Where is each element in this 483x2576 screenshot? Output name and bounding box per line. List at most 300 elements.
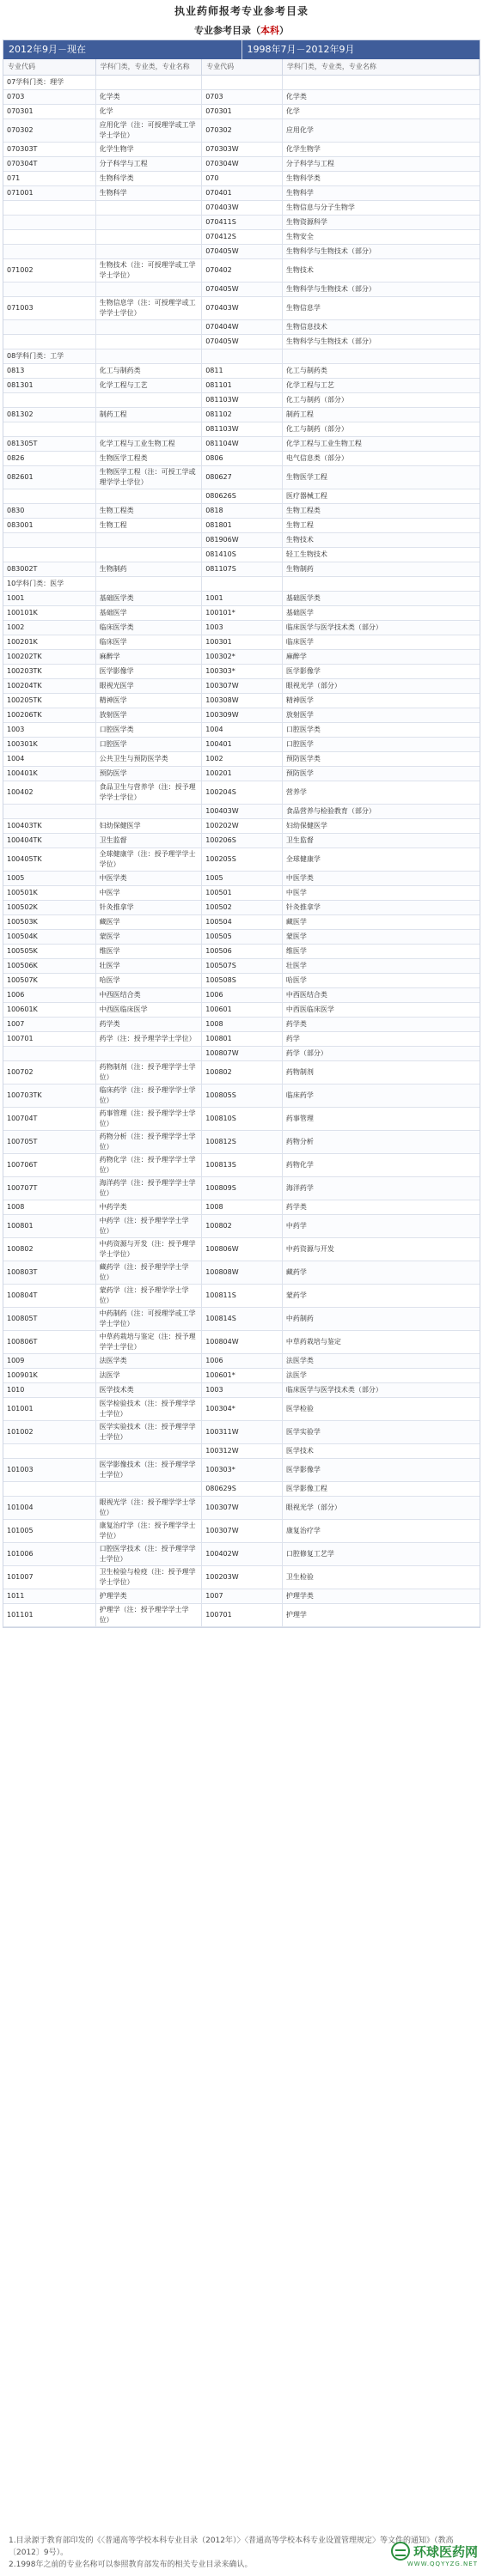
- table-row: [3, 1369, 480, 1383]
- table-row: [3, 635, 480, 650]
- cell-code-old: 081410S: [202, 548, 283, 562]
- table-row: [3, 1482, 480, 1497]
- cell-code-new: [3, 489, 96, 504]
- cell-code-old: 1005: [202, 872, 283, 886]
- cell-code-new: 101101: [3, 1604, 96, 1627]
- cell-name-old: 分子科学与工程: [283, 157, 480, 172]
- cell-code-new: 070301: [3, 105, 96, 119]
- cell-name-new: 应用化学（注：可授理学或工学学士学位）: [96, 119, 203, 143]
- cell-code-old: 100802: [202, 1215, 283, 1238]
- subtitle-accent: 本科: [260, 25, 279, 36]
- cell-name-new: [96, 283, 203, 297]
- cell-name-old: 预防医学类: [283, 752, 480, 767]
- cell-code-new: 0813: [3, 364, 96, 379]
- table-row: [3, 752, 480, 767]
- table-row: [3, 349, 480, 364]
- cell-code-old: 070404W: [202, 320, 283, 335]
- page-title: 执业药师报考专业参考目录: [174, 5, 309, 17]
- cell-name-old: 化工与制药（部分）: [283, 422, 480, 437]
- cell-code-old: 100402W: [202, 1543, 283, 1566]
- table-row: [3, 533, 480, 548]
- cell-code-new: 100405TK: [3, 848, 96, 872]
- header-code-new: 专业代码: [3, 59, 96, 76]
- cell-code-old: [202, 577, 283, 592]
- cell-name-new: 眼视光学（注：授予理学学士学位）: [96, 1497, 203, 1520]
- cell-code-old: 100811S: [202, 1285, 283, 1308]
- cell-code-old: 100101*: [202, 606, 283, 621]
- cell-name-new: 生物制药: [96, 562, 203, 577]
- cell-name-old: 生物工程: [283, 519, 480, 533]
- cell-code-old: 100801: [202, 1032, 283, 1047]
- cell-code-old: [202, 349, 283, 364]
- cell-name-new: 蒙药学（注：授予理学学士学位）: [96, 1285, 203, 1308]
- table-row: [3, 297, 480, 320]
- cell-name-new: 麻醉学: [96, 650, 203, 665]
- cell-code-old: 070303W: [202, 143, 283, 157]
- cell-code-new: [3, 805, 96, 819]
- cell-name-old: 化工与制药（部分）: [283, 393, 480, 408]
- table-row: [3, 90, 480, 105]
- cell-code-old: 1006: [202, 1354, 283, 1369]
- cell-name-new: 藏药学（注：授予理学学士学位）: [96, 1261, 203, 1285]
- cell-name-new: 化学工程与工业生物工程: [96, 437, 203, 452]
- cell-name-old: 生物科学类: [283, 172, 480, 186]
- cell-code-new: [3, 201, 96, 216]
- table-row: [3, 915, 480, 930]
- cell-name-new: [96, 577, 203, 592]
- cell-code-new: 100507K: [3, 974, 96, 988]
- cell-code-new: [3, 216, 96, 230]
- cell-code-new: 101005: [3, 1520, 96, 1543]
- cell-name-old: 中西医临床医学: [283, 1003, 480, 1018]
- cell-name-new: 生物科学: [96, 186, 203, 201]
- cell-code-old: 100201: [202, 767, 283, 781]
- cell-name-new: 基础医学类: [96, 592, 203, 606]
- cell-code-old: 1007: [202, 1589, 283, 1604]
- table-row: [3, 1200, 480, 1215]
- cell-name-old: 医学影像学: [283, 665, 480, 679]
- cell-name-old: 维医学: [283, 945, 480, 959]
- cell-name-new: 妇幼保健医学: [96, 819, 203, 834]
- cell-name-new: 护理学（注：授予理学学士学位）: [96, 1604, 203, 1627]
- cell-code-new: 1006: [3, 988, 96, 1003]
- table-row: [3, 1261, 480, 1285]
- cell-code-new: 100401K: [3, 767, 96, 781]
- cell-code-old: 100802: [202, 1061, 283, 1084]
- table-row: [3, 901, 480, 915]
- cell-name-new: 制药工程: [96, 408, 203, 422]
- cell-code-new: 0703: [3, 90, 96, 105]
- cell-name-old: 化学类: [283, 90, 480, 105]
- cell-name-old: 生物科学与生物技术（部分）: [283, 283, 480, 297]
- cell-name-old: 食品营养与检验教育（部分）: [283, 805, 480, 819]
- cell-name-old: 卫生监督: [283, 834, 480, 848]
- cell-name-new: 生物信息学（注：可授理学或工学学士学位）: [96, 297, 203, 320]
- cell-code-old: 100403W: [202, 805, 283, 819]
- cell-name-new: 分子科学与工程: [96, 157, 203, 172]
- footnote: 2.1998年之前的专业名称可以参照教育部发布的相关专业目录来确认。: [9, 2561, 253, 2569]
- cell-code-old: 0703: [202, 90, 283, 105]
- table-row: [3, 1018, 480, 1032]
- table-row: [3, 1331, 480, 1354]
- cell-name-new: 生物技术（注：可授理学或工学学士学位）: [96, 259, 203, 283]
- cell-code-new: 08学科门类：工学: [3, 349, 96, 364]
- cell-code-new: 083001: [3, 519, 96, 533]
- table-row: [3, 259, 480, 283]
- cell-code-old: 100302*: [202, 650, 283, 665]
- cell-name-old: 蒙药学: [283, 1285, 480, 1308]
- cell-name-new: 公共卫生与预防医学类: [96, 752, 203, 767]
- table-row: [3, 1520, 480, 1543]
- cell-code-new: 100703TK: [3, 1084, 96, 1108]
- cell-name-old: [283, 577, 480, 592]
- cell-code-old: 080627: [202, 466, 283, 489]
- cell-name-old: 生物技术: [283, 259, 480, 283]
- cell-code-old: 1008: [202, 1200, 283, 1215]
- cell-name-new: 生物工程: [96, 519, 203, 533]
- table-row: [3, 723, 480, 738]
- cell-code-old: 100507S: [202, 959, 283, 974]
- cell-code-new: 100201K: [3, 635, 96, 650]
- cell-name-new: [96, 349, 203, 364]
- cell-name-old: 护理学: [283, 1604, 480, 1627]
- cell-code-new: 1011: [3, 1589, 96, 1604]
- cell-code-new: 100301K: [3, 738, 96, 752]
- cell-name-old: 生物科学: [283, 186, 480, 201]
- catalog-table: [3, 39, 480, 1628]
- cell-name-new: [96, 548, 203, 562]
- cell-code-new: 101001: [3, 1398, 96, 1421]
- cell-name-new: [96, 201, 203, 216]
- cell-name-new: 中西医结合类: [96, 988, 203, 1003]
- cell-code-old: 1006: [202, 988, 283, 1003]
- cell-name-old: 药学类: [283, 1200, 480, 1215]
- cell-code-old: 070405W: [202, 283, 283, 297]
- cell-code-new: 100404TK: [3, 834, 96, 848]
- table-row: [3, 694, 480, 708]
- table-row: [3, 143, 480, 157]
- table-row: [3, 320, 480, 335]
- cell-name-old: 生物信息技术: [283, 320, 480, 335]
- table-row: [3, 157, 480, 172]
- cell-code-new: 100204TK: [3, 679, 96, 694]
- table-row: [3, 708, 480, 723]
- cell-code-old: 100501: [202, 886, 283, 901]
- cell-code-new: 1007: [3, 1018, 96, 1032]
- cell-name-old: 应用化学: [283, 119, 480, 143]
- cell-code-old: [202, 76, 283, 90]
- cell-name-new: 药学类: [96, 1018, 203, 1032]
- cell-code-old: 100504: [202, 915, 283, 930]
- cell-name-old: 中医学类: [283, 872, 480, 886]
- table-row: [3, 1459, 480, 1482]
- cell-code-old: 081103W: [202, 422, 283, 437]
- cell-name-old: 中西医结合类: [283, 988, 480, 1003]
- table-row: [3, 562, 480, 577]
- cell-code-old: 081102: [202, 408, 283, 422]
- table-row: [3, 548, 480, 562]
- table-row: [3, 606, 480, 621]
- logo-text: 环球医药网: [413, 2543, 478, 2560]
- cell-name-old: 蒙医学: [283, 930, 480, 945]
- cell-name-old: 药物分析: [283, 1131, 480, 1154]
- cell-code-old: 100508S: [202, 974, 283, 988]
- cell-name-new: 精神医学: [96, 694, 203, 708]
- table-row: [3, 283, 480, 297]
- cell-code-new: 100702: [3, 1061, 96, 1084]
- cell-code-old: 070301: [202, 105, 283, 119]
- table-row: [3, 452, 480, 466]
- cell-code-old: 0811: [202, 364, 283, 379]
- table-row: [3, 504, 480, 519]
- cell-name-old: 卫生检验: [283, 1566, 480, 1589]
- cell-name-new: 化学工程与工艺: [96, 379, 203, 393]
- table-row: [3, 886, 480, 901]
- cell-name-new: 口腔医学: [96, 738, 203, 752]
- cell-code-old: 070405W: [202, 245, 283, 259]
- cell-name-new: [96, 489, 203, 504]
- cell-code-old: 081103W: [202, 393, 283, 408]
- cell-code-old: 081101: [202, 379, 283, 393]
- cell-code-old: 100804W: [202, 1331, 283, 1354]
- table-row: [3, 393, 480, 408]
- cell-name-new: 预防医学: [96, 767, 203, 781]
- cell-name-old: 医学实验学: [283, 1421, 480, 1444]
- table-row: [3, 592, 480, 606]
- cell-name-new: [96, 320, 203, 335]
- cell-code-old: 070401: [202, 186, 283, 201]
- table-row: [3, 1285, 480, 1308]
- table-row: [3, 1003, 480, 1018]
- cell-code-new: [3, 283, 96, 297]
- cell-name-old: 药事管理: [283, 1108, 480, 1131]
- cell-name-old: 药物制剂: [283, 1061, 480, 1084]
- cell-code-old: 1002: [202, 752, 283, 767]
- cell-code-old: 100505: [202, 930, 283, 945]
- cell-name-new: 医学检验技术（注：授予理学学士学位）: [96, 1398, 203, 1421]
- table-row: [3, 1032, 480, 1047]
- column-header: [3, 59, 480, 76]
- cell-name-old: 化工与制药类: [283, 364, 480, 379]
- cell-name-new: [96, 335, 203, 349]
- cell-name-new: 药事管理（注：授予理学学士学位）: [96, 1108, 203, 1131]
- cell-name-new: 康复治疗学（注：授予理学学士学位）: [96, 1520, 203, 1543]
- cell-code-new: [3, 335, 96, 349]
- cell-code-old: 070304W: [202, 157, 283, 172]
- cell-code-new: [3, 1444, 96, 1459]
- cell-name-old: 康复治疗学: [283, 1520, 480, 1543]
- era-old: 1998年7月－2012年9月: [242, 40, 480, 59]
- table-row: [3, 621, 480, 635]
- cell-code-old: 100814S: [202, 1308, 283, 1331]
- cell-code-old: 100506: [202, 945, 283, 959]
- table-row: [3, 1308, 480, 1331]
- table-row: [3, 1497, 480, 1520]
- cell-name-new: 护理学类: [96, 1589, 203, 1604]
- table-row: [3, 1589, 480, 1604]
- cell-code-new: 100501K: [3, 886, 96, 901]
- cell-name-old: 基础医学类: [283, 592, 480, 606]
- cell-name-new: 法医学: [96, 1369, 203, 1383]
- cell-name-old: 护理学类: [283, 1589, 480, 1604]
- cell-name-old: 药学: [283, 1032, 480, 1047]
- table-row: [3, 1177, 480, 1200]
- cell-code-new: 100806T: [3, 1331, 96, 1354]
- table-row: [3, 974, 480, 988]
- table-row: [3, 1421, 480, 1444]
- cell-code-new: 100506K: [3, 959, 96, 974]
- cell-name-old: 中药资源与开发: [283, 1238, 480, 1261]
- cell-code-old: 100401: [202, 738, 283, 752]
- cell-name-new: 药物化学（注：授予理学学士学位）: [96, 1154, 203, 1177]
- cell-code-old: 100308W: [202, 694, 283, 708]
- cell-code-new: 100707T: [3, 1177, 96, 1200]
- cell-name-new: [96, 230, 203, 245]
- cell-code-old: 100810S: [202, 1108, 283, 1131]
- table-row: [3, 665, 480, 679]
- table-row: [3, 489, 480, 504]
- cell-code-old: 100809S: [202, 1177, 283, 1200]
- cell-name-new: 基础医学: [96, 606, 203, 621]
- cell-name-new: 中药学类: [96, 1200, 203, 1215]
- table-row: [3, 519, 480, 533]
- cell-name-old: 化学: [283, 105, 480, 119]
- cell-code-new: 0826: [3, 452, 96, 466]
- table-row: [3, 930, 480, 945]
- table-row: [3, 335, 480, 349]
- table-row: [3, 364, 480, 379]
- table-row: [3, 650, 480, 665]
- cell-code-old: 100301: [202, 635, 283, 650]
- cell-name-new: 生物科学类: [96, 172, 203, 186]
- cell-code-old: 0818: [202, 504, 283, 519]
- cell-name-new: [96, 245, 203, 259]
- cell-name-old: 眼视光学（部分）: [283, 679, 480, 694]
- table-row: [3, 76, 480, 90]
- cell-name-old: 化学工程与工艺: [283, 379, 480, 393]
- table-row: [3, 767, 480, 781]
- cell-name-new: [96, 1047, 203, 1061]
- cell-code-old: 080626S: [202, 489, 283, 504]
- page-subtitle: [0, 22, 483, 39]
- cell-code-new: 101002: [3, 1421, 96, 1444]
- cell-name-old: 中医学: [283, 886, 480, 901]
- cell-name-old: 中草药栽培与鉴定: [283, 1331, 480, 1354]
- table-row: [3, 1444, 480, 1459]
- table-row: [3, 959, 480, 974]
- cell-name-old: 基础医学: [283, 606, 480, 621]
- cell-code-new: 1010: [3, 1383, 96, 1398]
- cell-name-old: 营养学: [283, 781, 480, 805]
- cell-code-new: 101003: [3, 1459, 96, 1482]
- cell-code-new: 071002: [3, 259, 96, 283]
- cell-name-new: [96, 533, 203, 548]
- cell-code-old: 070403W: [202, 297, 283, 320]
- era-new: 2012年9月－现在: [9, 44, 86, 55]
- table-row: [3, 201, 480, 216]
- cell-name-old: 全球健康学: [283, 848, 480, 872]
- cell-code-new: 070302: [3, 119, 96, 143]
- subtitle-end: ）: [279, 25, 289, 36]
- cell-name-new: [96, 1444, 203, 1459]
- cell-name-new: 中医学类: [96, 872, 203, 886]
- cell-code-new: 101006: [3, 1543, 96, 1566]
- cell-name-old: [283, 76, 480, 90]
- cell-code-old: 100203W: [202, 1566, 283, 1589]
- table-row: [3, 408, 480, 422]
- cell-name-new: 化学生物学: [96, 143, 203, 157]
- cell-name-old: 医疗器械工程: [283, 489, 480, 504]
- table-row: [3, 1566, 480, 1589]
- table-row: [3, 577, 480, 592]
- cell-code-new: 1003: [3, 723, 96, 738]
- cell-code-new: 1005: [3, 872, 96, 886]
- logo-icon: [391, 2542, 410, 2561]
- cell-name-new: 生物医学工程（注：可授工学或理学学士学位）: [96, 466, 203, 489]
- cell-name-old: 口腔医学: [283, 738, 480, 752]
- watermark-logo: [391, 2542, 478, 2567]
- cell-name-old: 藏医学: [283, 915, 480, 930]
- cell-name-old: 眼视光学（部分）: [283, 1497, 480, 1520]
- cell-name-old: 生物医学工程: [283, 466, 480, 489]
- cell-code-new: 071003: [3, 297, 96, 320]
- table-row: [3, 216, 480, 230]
- cell-name-new: 医学影像学: [96, 665, 203, 679]
- cell-name-new: 壮医学: [96, 959, 203, 974]
- cell-code-old: 100807W: [202, 1047, 283, 1061]
- cell-code-new: 100503K: [3, 915, 96, 930]
- cell-name-old: 法医学类: [283, 1354, 480, 1369]
- cell-name-new: 临床医学类: [96, 621, 203, 635]
- cell-name-new: 化学类: [96, 90, 203, 105]
- cell-code-old: 100309W: [202, 708, 283, 723]
- cell-name-old: 生物工程类: [283, 504, 480, 519]
- cell-name-old: 壮医学: [283, 959, 480, 974]
- cell-code-old: 100813S: [202, 1154, 283, 1177]
- table-row: [3, 437, 480, 452]
- cell-name-new: 生物工程类: [96, 504, 203, 519]
- cell-code-old: 100307W: [202, 679, 283, 694]
- table-row: [3, 1215, 480, 1238]
- cell-name-old: 预防医学: [283, 767, 480, 781]
- cell-name-new: 药学（注：授予理学学士学位）: [96, 1032, 203, 1047]
- table-row: [3, 186, 480, 201]
- cell-code-new: [3, 245, 96, 259]
- cell-code-old: 1004: [202, 723, 283, 738]
- table-row: [3, 119, 480, 143]
- cell-name-old: 轻工生物技术: [283, 548, 480, 562]
- cell-code-new: 100505K: [3, 945, 96, 959]
- cell-name-new: 藏医学: [96, 915, 203, 930]
- cell-code-old: 100307W: [202, 1497, 283, 1520]
- cell-code-old: 080629S: [202, 1482, 283, 1497]
- cell-name-old: 化学生物学: [283, 143, 480, 157]
- cell-code-new: 100206TK: [3, 708, 96, 723]
- cell-code-new: 071: [3, 172, 96, 186]
- cell-name-old: 针灸推拿学: [283, 901, 480, 915]
- cell-name-new: 中药资源与开发（注：授予理学学士学位）: [96, 1238, 203, 1261]
- cell-code-new: [3, 533, 96, 548]
- cell-code-new: 082601: [3, 466, 96, 489]
- cell-name-new: 法医学类: [96, 1354, 203, 1369]
- cell-code-old: 100805S: [202, 1084, 283, 1108]
- cell-name-new: 药物制剂（注：授予理学学士学位）: [96, 1061, 203, 1084]
- cell-name-old: 临床医学与医学技术类（部分）: [283, 1383, 480, 1398]
- cell-name-old: 医学技术: [283, 1444, 480, 1459]
- table-row: [3, 1238, 480, 1261]
- cell-code-old: 100311W: [202, 1421, 283, 1444]
- cell-code-old: 1003: [202, 621, 283, 635]
